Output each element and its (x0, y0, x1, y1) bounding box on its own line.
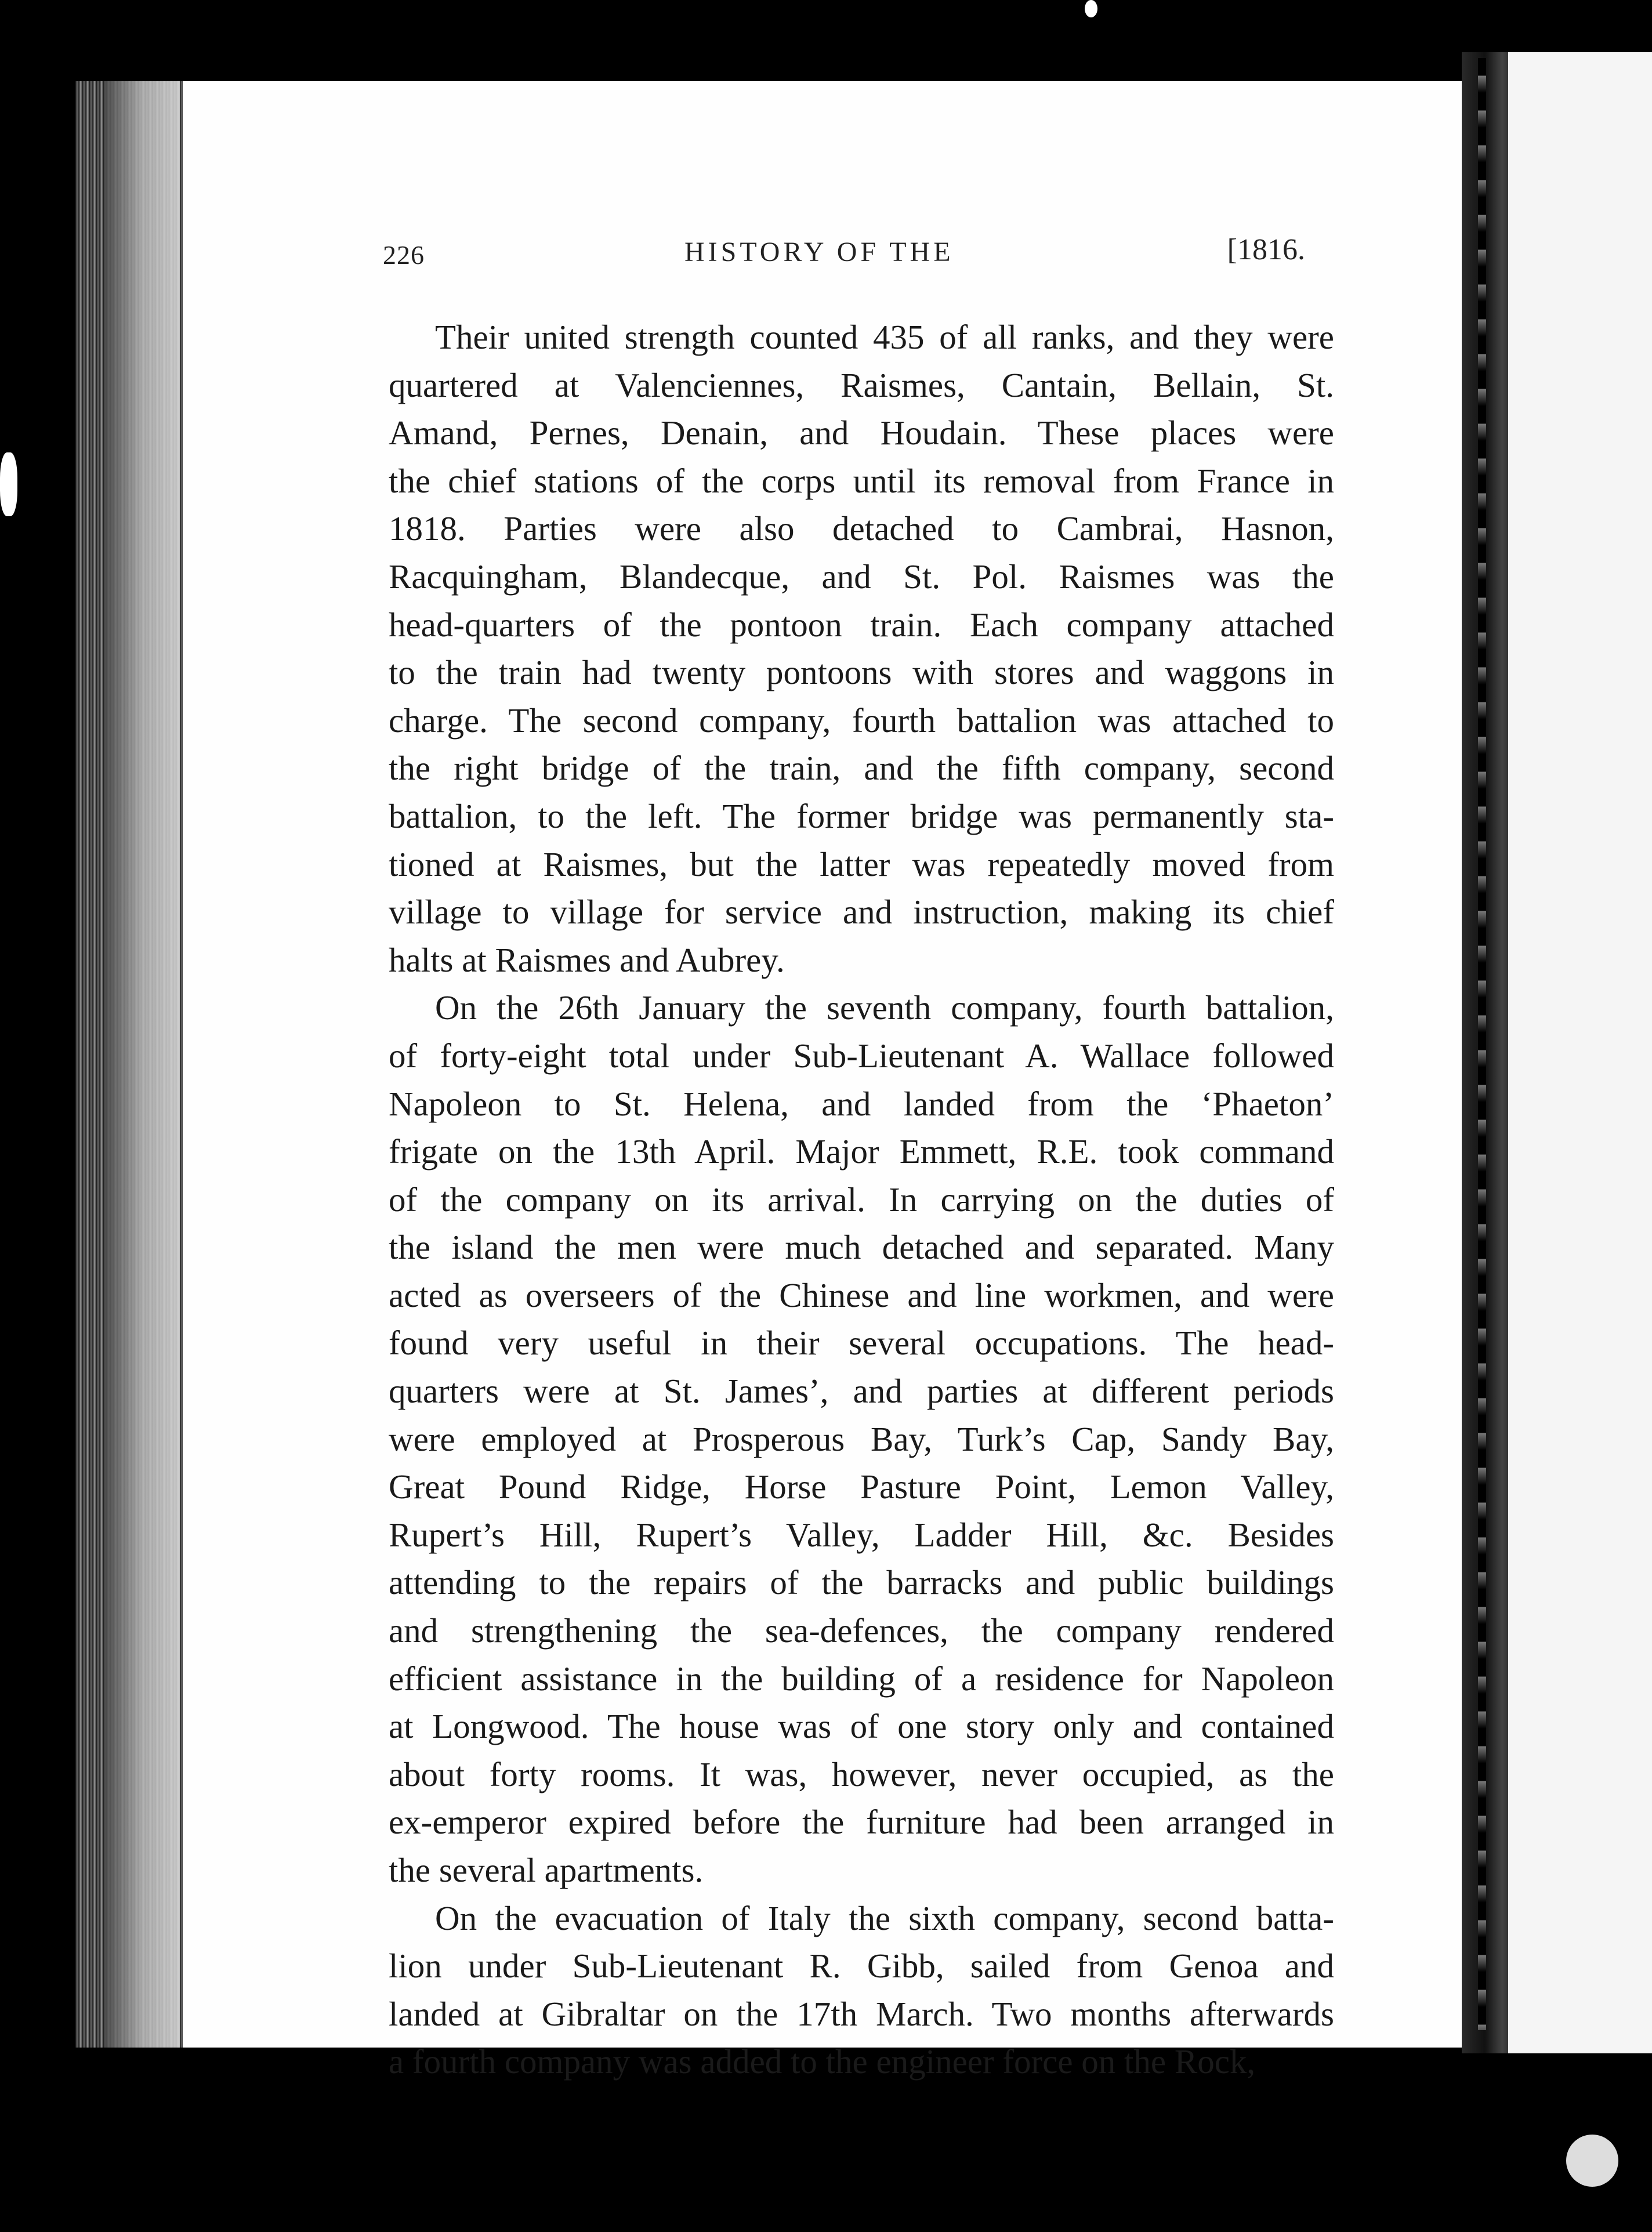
page-number: 226 (383, 240, 425, 270)
running-title: HISTORY OF THE (684, 237, 954, 267)
text-line: found very useful in their several occupations. The head- (389, 1324, 1334, 1363)
text-line: acted as overseers of the Chinese and line workmen, and were (389, 1276, 1334, 1314)
text-line: the right bridge of the train, and the fifth company, second (389, 749, 1334, 788)
text-line: head-quarters of the pontoon train. Each company attached (389, 605, 1334, 644)
text-line: to the train had twenty pontoons with stores and waggons in (389, 653, 1334, 692)
text-line: of the company on its arrival. In carrying on the duties of (389, 1180, 1334, 1219)
text-line: Their united strength counted 435 of all ranks, and they were (435, 318, 1334, 356)
book-fore-edge-shading (104, 81, 180, 2048)
paragraph (389, 1894, 1334, 2086)
text-line: the several apartments. (389, 1851, 704, 1889)
text-line: efficient assistance in the building of a residence for Napoleon (389, 1659, 1334, 1698)
text-line: and strengthening the sea-defences, the company rendered (389, 1611, 1334, 1650)
text-line: of forty-eight total under Sub-Lieutenant A. Wallace followed (389, 1036, 1334, 1075)
text-line: battalion, to the left. The former bridge was permanently sta- (389, 796, 1334, 835)
text-line: charge. The second company, fourth battalion was attached to (389, 701, 1334, 740)
text-line: Amand, Pernes, Denain, and Houdain. These places were (389, 414, 1334, 452)
text-line: attending to the repairs of the barracks and public buildings (389, 1563, 1334, 1602)
body-text (389, 313, 1334, 2086)
text-line: were employed at Prosperous Bay, Turk’s Cap, Sandy Bay, (389, 1419, 1334, 1458)
text-line: frigate on the 13th April. Major Emmett, R.E. took command (389, 1132, 1334, 1171)
text-line: ex-emperor expired before the furniture had been arranged in (389, 1803, 1334, 1842)
paragraph (389, 313, 1334, 984)
text-line: the chief stations of the corps until its removal from France in (389, 461, 1334, 500)
text-line: tioned at Raismes, but the latter was repeatedly moved from (389, 845, 1334, 883)
text-line: lion under Sub-Lieutenant R. Gibb, sailed from Genoa and (389, 1947, 1334, 1985)
text-line: the island the men were much detached and separated. Many (389, 1228, 1334, 1267)
text-line: Napoleon to St. Helena, and landed from the ‘Phaeton’ (389, 1084, 1334, 1123)
text-line: at Longwood. The house was of one story only and contained (389, 1707, 1334, 1746)
page-header (383, 229, 1305, 281)
text-line: Rupert’s Hill, Rupert’s Valley, Ladder Hill, &c. Besides (389, 1515, 1334, 1554)
scan-artifact (0, 452, 17, 516)
text-line: landed at Gibraltar on the 17th March. Two months afterwards (389, 1994, 1334, 2033)
binding-thread (1478, 58, 1486, 2030)
text-line: quartered at Valenciennes, Raismes, Cantain, Bellain, St. (389, 365, 1334, 404)
text-line: Great Pound Ridge, Horse Pasture Point, Lemon Valley, (389, 1468, 1334, 1506)
text-line: quarters were at St. James’, and parties at different periods (389, 1372, 1334, 1411)
text-line: village to village for service and instruction, making its chief (389, 893, 1334, 932)
text-line: Racquingham, Blandecque, and St. Pol. Raismes was the (389, 557, 1334, 596)
running-year: [1816. (1227, 233, 1305, 266)
text-line: halts at Raismes and Aubrey. (389, 940, 785, 979)
scan-artifact (1566, 2135, 1618, 2187)
text-line: about forty rooms. It was, however, never occupied, as the (389, 1755, 1334, 1793)
text-line: a fourth company was added to the engineer force on the Rock, (389, 2042, 1256, 2081)
text-line: 1818. Parties were also detached to Cambrai, Hasnon, (389, 509, 1334, 548)
text-line: On the evacuation of Italy the sixth company, second batta- (435, 1898, 1334, 1937)
facing-page-edge (1508, 52, 1652, 2053)
scan-artifact (1085, 0, 1097, 17)
text-line: On the 26th January the seventh company, fourth battalion, (435, 988, 1334, 1027)
paragraph (389, 984, 1334, 1894)
